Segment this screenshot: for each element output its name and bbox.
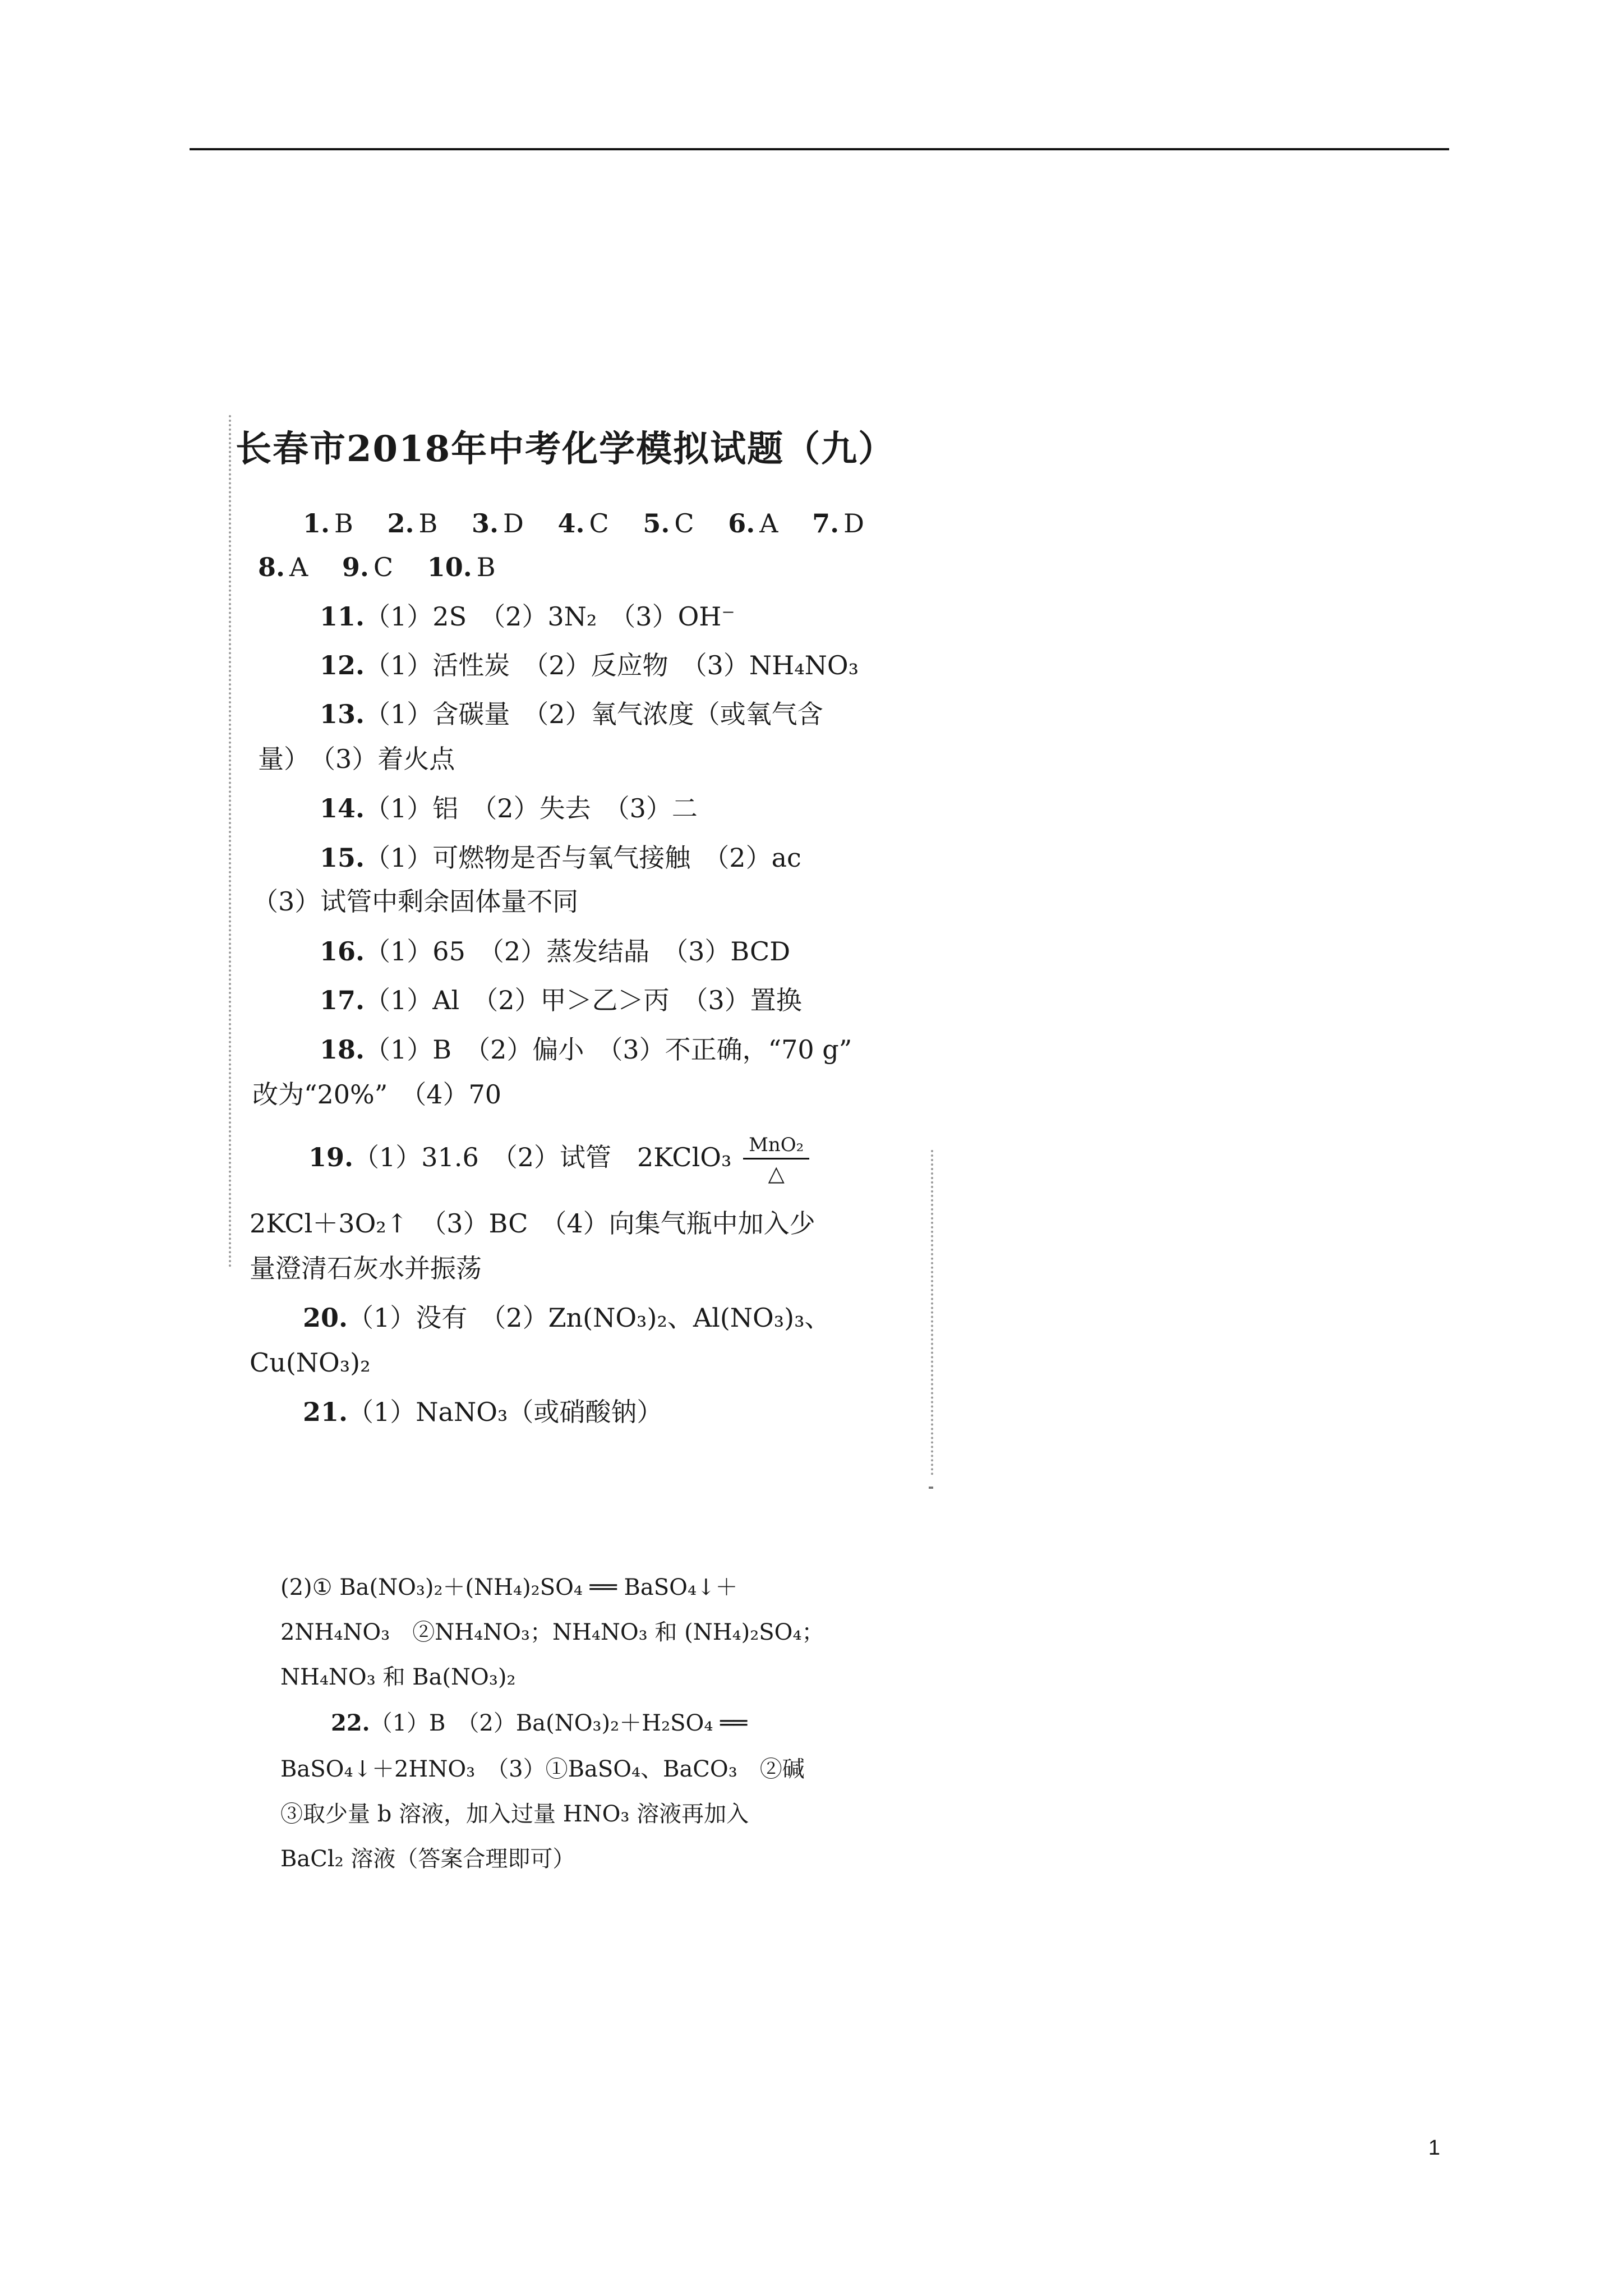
answer-q20: 20.（1）没有 （2）Zn(NO₃)₂、Al(NO₃)₃、 — [303, 1303, 831, 1333]
answer-q22-line4: BaCl₂ 溶液（答案合理即可） — [280, 1846, 575, 1872]
answer-q19: 19.（1）31.6 （2）试管 2KClO₃ $\frac{\text{MnO₂}}{\triangle}$ — [308, 1134, 809, 1184]
page-title: 长春市2018年中考化学模拟试题（九） — [236, 428, 896, 470]
answer-q19-cont-2: 量澄清石灰水并振荡 — [250, 1253, 482, 1283]
header-rule — [190, 148, 1449, 150]
answer-q22-line3: ③取少量 b 溶液，加入过量 HNO₃ 溶液再加入 — [280, 1801, 749, 1827]
answer-q19-cont-1: 2KCl＋3O₂↑ （3）BC （4）向集气瓶中加入少 — [250, 1208, 815, 1239]
answer-q13: 13.（1）含碳量 （2）氧气浓度（或氧气含 — [320, 699, 823, 729]
answer-q21-part2-line1: (2)① Ba(NO₃)₂＋(NH₄)₂SO₄ ══ BaSO₄↓＋ — [280, 1575, 738, 1600]
answer-q17: 17.（1）Al （2）甲＞乙＞丙 （3）置换 — [320, 985, 802, 1015]
answer-q13-cont: 量） （3）着火点 — [258, 744, 455, 774]
answer-q22: 22.（1）B （2）Ba(NO₃)₂＋H₂SO₄ ══ — [331, 1710, 748, 1736]
answer-q11: 11.（1）2S （2）3N₂ （3）OH⁻ — [320, 601, 735, 632]
answer-q16: 16.（1）65 （2）蒸发结晶 （3）BCD — [320, 936, 791, 967]
page-number: 1 — [1428, 2136, 1440, 2160]
answer-block-main — [236, 426, 965, 1492]
scan-margin-line — [229, 415, 231, 1268]
answer-q14: 14.（1）铝 （2）失去 （3）二 — [320, 793, 698, 823]
answer-q21: 21.（1）NaNO₃（或硝酸钠） — [303, 1397, 663, 1427]
reaction-condition: $\frac{\text{MnO₂}}{\triangle}$ — [743, 1135, 809, 1184]
mc-answers-line-2: 8. A 9. C 10. B — [258, 552, 496, 582]
answer-q21-part2-line2: 2NH₄NO₃ ②NH₄NO₃；NH₄NO₃ 和 (NH₄)₂SO₄； — [280, 1619, 824, 1645]
answer-q12: 12.（1）活性炭 （2）反应物 （3）NH₄NO₃ — [320, 650, 859, 680]
answer-q21-part2-line3: NH₄NO₃ 和 Ba(NO₃)₂ — [280, 1664, 516, 1690]
answer-q22-line2: BaSO₄↓＋2HNO₃ （3）①BaSO₄、BaCO₃ ②碱 — [280, 1756, 805, 1782]
answer-block-continued — [280, 1565, 925, 1902]
answer-q20-cont: Cu(NO₃)₂ — [250, 1347, 371, 1378]
answer-q15-cont: （3）试管中剩余固体量不同 — [252, 886, 579, 917]
answer-q18-cont: 改为“20%” （4）70 — [252, 1079, 502, 1110]
answer-q18: 18.（1）B （2）偏小 （3）不正确，“70 g” — [320, 1034, 852, 1065]
mc-answers-line-1: 1. B 2. B 3. D 4. C 5. C 6. A 7. D — [303, 508, 865, 539]
answer-q15: 15.（1）可燃物是否与氧气接触 （2）ac — [320, 843, 801, 873]
